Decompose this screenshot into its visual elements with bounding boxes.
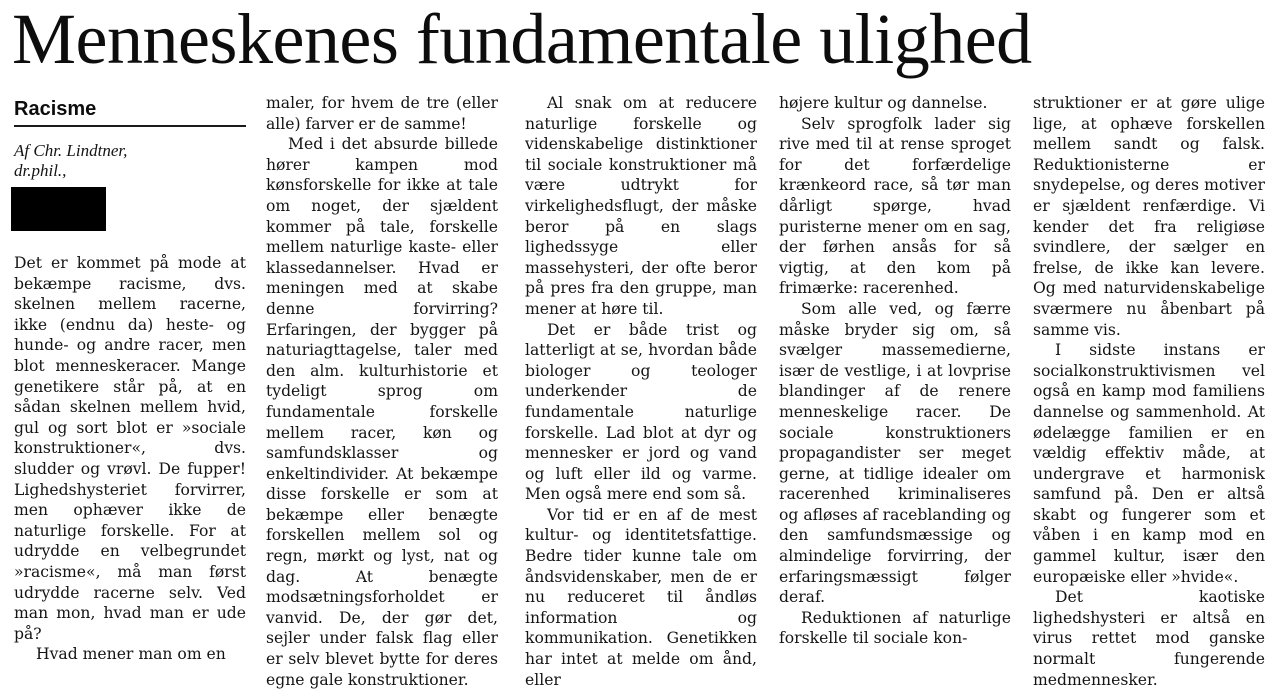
column-1 xyxy=(14,92,246,665)
column-4 xyxy=(779,93,1011,649)
column-5 xyxy=(1033,93,1265,690)
paragraph: Selv sprogfolk lader sig rive med til at rense sproget for det forfærdelige krænkeord race, så tør man dårligt spørge, hvad puristerne mener om en sag, der førhen ansås for så vigtig, at den kom på frimærke: racerenhed. xyxy=(779,114,1011,298)
headline: Menneskenes fundamentale ulighed xyxy=(12,0,1032,79)
redaction-block xyxy=(11,187,106,231)
paragraph: Det er kommet på mode at bekæmpe racisme, dvs. skelnen mellem racerne, ikke (endnu da) heste- og hunde- og andre racer, men blot menneskeracer. Mange genetikere står på, at en sådan skelnen mellem hvid, gul og sort blot er »sociale konstruktioner«, dvs. sludder og vrøvl. De fupper! Lighedshysteriet forvirrer, men ophæver ikke de naturlige forskelle. For at udrydde en velbegrundet »racisme«, må man først udrydde racerne selv. Ved man mon, hvad man er ude på? xyxy=(14,254,246,643)
paragraph: Reduktionen af naturlige forskelle til sociale kon- xyxy=(779,608,1011,648)
paragraph: struktioner er at gøre ulige lige, at ophæve forskellen mellem sandt og falsk. Reduktionisterne er snydepelse, og deres motiver er sjældent renfærdige. Vi kender det fra religiøse svindlere, der sælger en frelse, de ikke kan levere. Og med naturvidenskabelige sværmere nu åbenbart på samme vis. xyxy=(1033,94,1265,339)
paragraph: højere kultur og dannelse. xyxy=(779,94,988,112)
byline-title: dr.phil., xyxy=(14,161,67,180)
column-3 xyxy=(525,93,757,690)
kicker-rule xyxy=(14,125,246,127)
paragraph: maler, for hvem de tre (eller alle) farver er de samme! xyxy=(266,94,498,133)
paragraph: Al snak om at reducere naturlige forskelle og videnskabelige distinktioner til sociale konstruktioner må være udtrykt for virkelighedsflugt, der måske beror på en slags lighedssyge eller massehysteri, der ofte beror på pres fra den gruppe, man mener at høre til. xyxy=(525,94,757,318)
section-kicker: Racisme xyxy=(14,98,97,120)
paragraph: Vor tid er en af de mest kultur- og identitetsfattige. Bedre tider kunne tale om åndsvidenskaber, men de er nu reduceret til åndløs information og kommunikation. Genetikken har intet at melde om ånd, eller xyxy=(525,505,757,689)
column-2 xyxy=(266,93,498,690)
paragraph: Med i det absurde billede hører kampen mod kønsforskelle for ikke at tale om noget, der sjældent kommer på tale, forskelle mellem naturlige kaste- eller klassedannelser. Hvad er meningen med at skabe denne forvirring? Erfaringen, der bygger på naturiagttagelse, taler med den alm. kulturhistorie et tydeligt sprog om fundamentale forskelle mellem racer, køn og samfundsklasser og enkeltindivider. At bekæmpe disse forskelle er som at bekæmpe eller benægte forskellen mellem sol og regn, mørkt og lyst, nat og dag. At benægte modsætningsforholdet er vanvid. De, der gør det, sejler under falsk flag eller er selv blevet bytte for deres egne gale konstruktioner. xyxy=(266,135,498,689)
paragraph: I sidste instans er socialkonstruktivismen vel også en kamp mod familiens dannelse og sammenhold. At ødelægge familien er en vældig effektiv måde, at undergrave et harmonisk samfund på. Den er altså skabt og fungerer som et våben i en kamp mod en gammel kultur, især den europæiske eller »hvide«. xyxy=(1033,341,1265,586)
paragraph: Det er både trist og latterligt at se, hvordan både biologer og teologer underkender de fundamentale naturlige forskelle. Lad blot at dyr og mennesker er jord og vand og luft eller ild og varme. Men også mere end som så. xyxy=(525,320,757,504)
paragraph: Som alle ved, og færre måske bryder sig om, så svælger massemedierne, især de vestlige, i at lovprise blandinger af de renere menneskelige racer. De sociale konstruktioners propagandister ser meget gerne, at tidlige idealer om racerenhed kriminaliseres og afløses af raceblanding og den samfundsmæssige og almindelige forvirring, der erfaringsmæssigt følger deraf. xyxy=(779,299,1011,607)
paragraph: Det kaotiske lighedshysteri er altså en virus rettet mod ganske normalt fungerende medmennesker. xyxy=(1033,588,1265,689)
byline-author: Af Chr. Lindtner, xyxy=(14,141,128,160)
paragraph: Hvad mener man om en xyxy=(36,645,226,664)
